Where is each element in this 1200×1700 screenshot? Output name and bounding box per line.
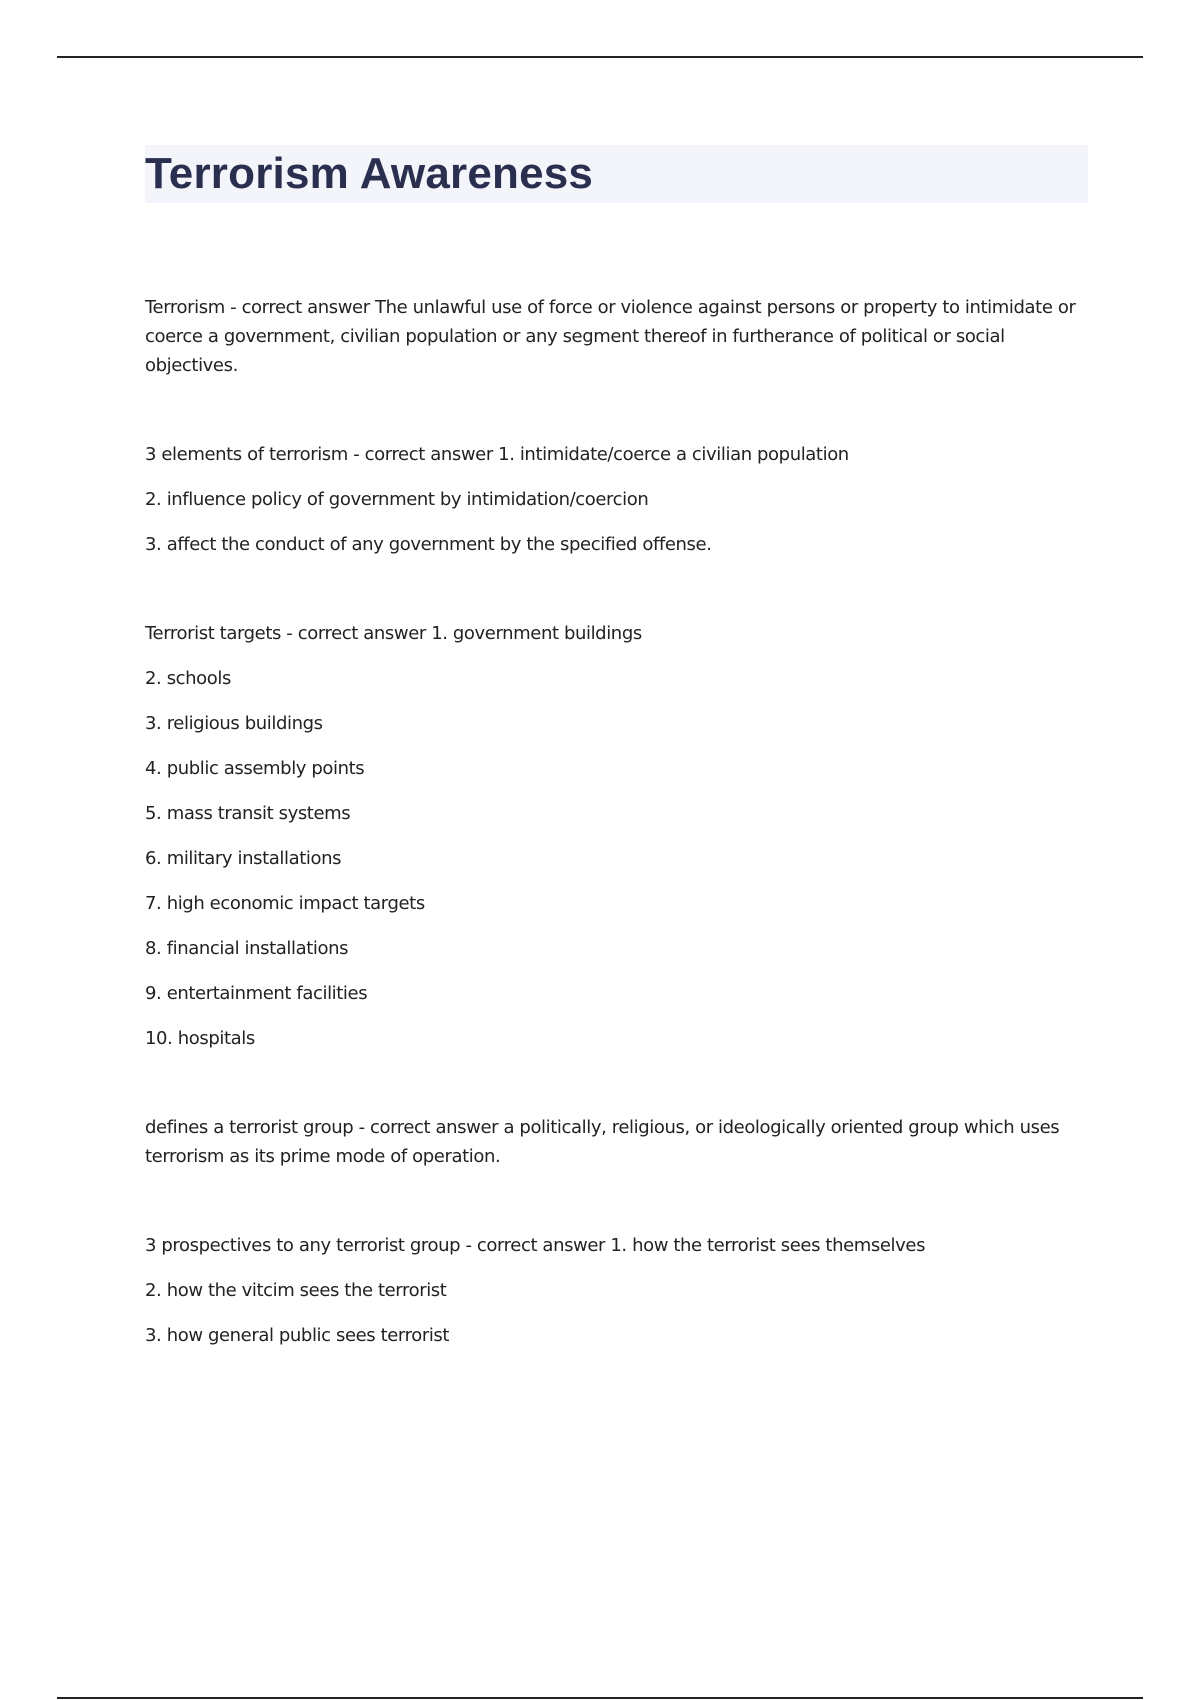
qa-list-item: 5. mass transit systems (145, 803, 351, 824)
qa-list-item: 2. schools (145, 668, 231, 689)
qa-text: defines a terrorist group - correct answer a politically, religious, or ideologically oriented group which uses terrorism as its prime mode of operation. (145, 1117, 1060, 1167)
qa-list-item: 2. influence policy of government by intimidation/coercion (145, 489, 649, 510)
qa-list-item: 3. affect the conduct of any government by the specified offense. (145, 534, 712, 555)
qa-list-item: 10. hospitals (145, 1028, 255, 1049)
qa-list-item: 4. public assembly points (145, 758, 365, 779)
qa-text: Terrorist targets - correct answer 1. government buildings (145, 623, 642, 644)
qa-entry-terrorism-definition (145, 293, 1090, 380)
qa-entry-perspectives (145, 1231, 1090, 1350)
qa-list-item: 2. how the vitcim sees the terrorist (145, 1280, 447, 1301)
header-rule (57, 56, 1143, 58)
qa-entry-terrorist-targets (145, 619, 1090, 1053)
qa-list-item: 7. high economic impact targets (145, 893, 425, 914)
qa-list-item: 9. entertainment facilities (145, 983, 368, 1004)
document-body (145, 293, 1090, 1350)
page-title: Terrorism Awareness (145, 149, 594, 198)
qa-text: Terrorism - correct answer The unlawful use of force or violence against persons or property to intimidate or coerce a government, civilian population or any segment thereof in furtherance of political or social objectives. (145, 297, 1076, 376)
qa-list-item: 3. religious buildings (145, 713, 323, 734)
qa-list-item: 6. military installations (145, 848, 342, 869)
qa-entry-terrorist-group (145, 1113, 1090, 1171)
qa-text: 3 elements of terrorism - correct answer 1. intimidate/coerce a civilian population (145, 444, 849, 465)
qa-list-item: 8. financial installations (145, 938, 349, 959)
qa-list-item: 3. how general public sees terrorist (145, 1325, 450, 1346)
footer-rule (57, 1697, 1143, 1699)
qa-text: 3 prospectives to any terrorist group - correct answer 1. how the terrorist sees themselves (145, 1235, 926, 1256)
qa-entry-elements-of-terrorism (145, 440, 1090, 559)
